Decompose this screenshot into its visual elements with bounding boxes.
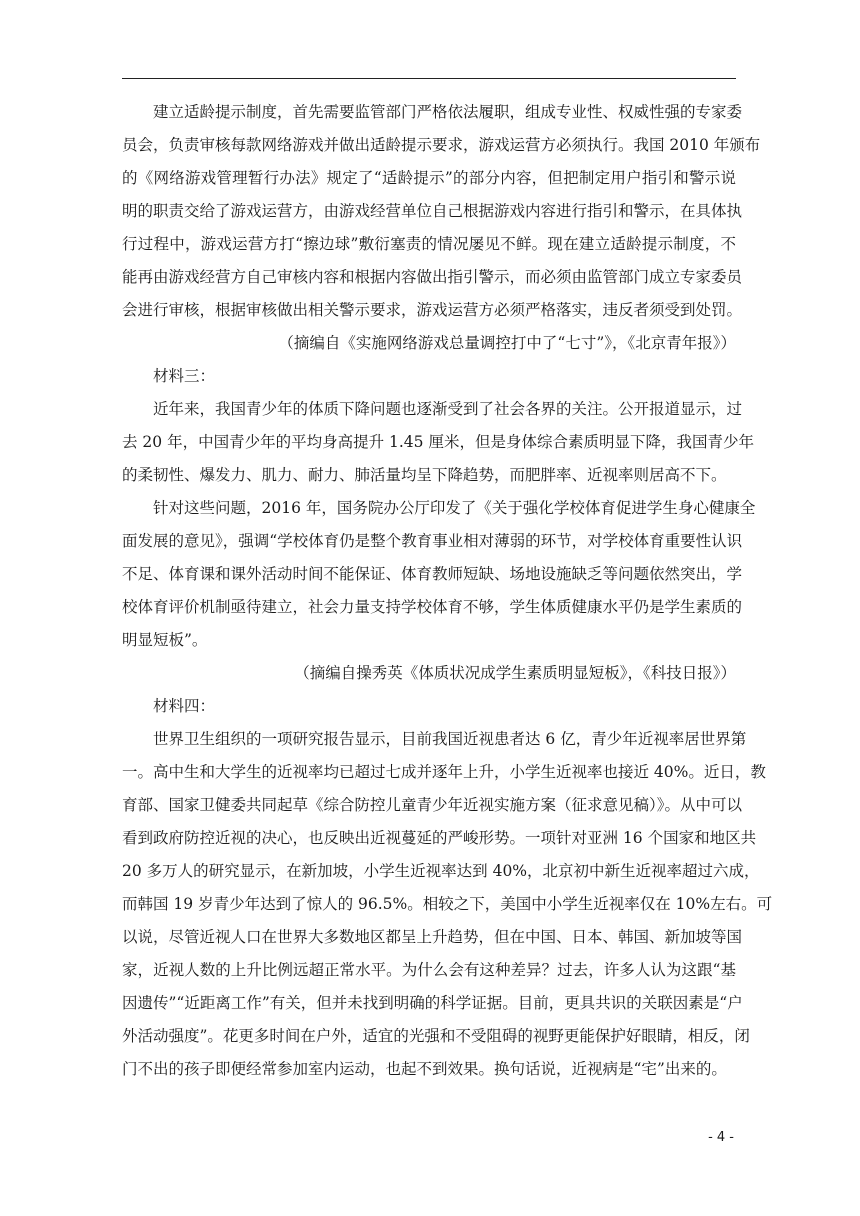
text-line: 因遗传”“近距离工作”有关，但并未找到明确的科学证据。目前，更具共识的关联因素是“户 xyxy=(122,994,743,1012)
text-line: 家，近视人数的上升比例远超正常水平。为什么会有这种差异？过去，许多人认为这跟“基 xyxy=(122,961,736,979)
text-line: 世界卫生组织的一项研究报告显示，目前我国近视患者达 6 亿，青少年近视率居世界第 xyxy=(153,730,747,748)
text-line: 员会，负责审核每款网络游戏并做出适龄提示要求，游戏运营方必须执行。我国 2010 年颁布 xyxy=(122,136,761,154)
section-heading: 材料三： xyxy=(153,367,216,385)
text-line: 能再由游戏经营方自己审核内容和根据内容做出指引警示，而必须由监管部门成立专家委员 xyxy=(122,268,743,286)
text-line: 近年来，我国青少年的体质下降问题也逐渐受到了社会各界的关注。公开报道显示，过 xyxy=(153,400,743,418)
text-line: 会进行审核，根据审核做出相关警示要求，游戏运营方必须严格落实，违反者须受到处罚。 xyxy=(122,301,743,319)
text-line: 校体育评价机制亟待建立，社会力量支持学校体育不够，学生体质健康水平仍是学生素质的 xyxy=(122,598,743,616)
document-body xyxy=(122,96,773,1086)
text-line: 去 20 年，中国青少年的平均身高提升 1.45 厘米，但是身体综合素质明显下降，我国青少年 xyxy=(122,433,754,451)
text-line: 外活动强度”。花更多时间在户外，适宜的光强和不受阻碍的视野更能保护好眼睛，相反，闭 xyxy=(122,1027,750,1045)
header-rule xyxy=(122,78,736,79)
source-citation: （摘编自《实施网络游戏总量调控打中了“七寸”》，《北京青年报》） xyxy=(278,334,736,352)
text-line: 以说，尽管近视人口在世界大多数地区都呈上升趋势，但在中国、日本、韩国、新加坡等国 xyxy=(122,928,743,946)
text-line: 明的职责交给了游戏运营方，由游戏经营单位自己根据游戏内容进行指引和警示，在具体执 xyxy=(122,202,743,220)
text-line: 面发展的意见》，强调“学校体育仍是整个教育事业相对薄弱的环节，对学校体育重要性认识 xyxy=(122,532,743,550)
text-line: 明显短板”。 xyxy=(122,631,208,649)
text-line: 育部、国家卫健委共同起草《综合防控儿童青少年近视实施方案（征求意见稿）》。从中可以 xyxy=(122,796,743,814)
text-line: 的《网络游戏管理暂行办法》规定了“适龄提示”的部分内容，但把制定用户指引和警示说 xyxy=(122,169,736,187)
text-line: 建立适龄提示制度，首先需要监管部门严格依法履职，组成专业性、权威性强的专家委 xyxy=(153,103,743,121)
text-line: 门不出的孩子即便经常参加室内运动，也起不到效果。换句话说，近视病是“宅”出来的。 xyxy=(122,1060,727,1078)
text-line: 不足、体育课和课外活动时间不能保证、体育教师短缺、场地设施缺乏等问题依然突出，学 xyxy=(122,565,743,583)
text-line: 看到政府防控近视的决心，也反映出近视蔓延的严峻形势。一项针对亚洲 16 个国家和地区共 xyxy=(122,829,757,847)
section-heading: 材料四： xyxy=(153,697,216,715)
text-line: 而韩国 19 岁青少年达到了惊人的 96.5%。相较之下，美国中小学生近视率仅在 10%左右。可 xyxy=(122,895,773,913)
source-citation: （摘编自操秀英《体质状况成学生素质明显短板》，《科技日报》） xyxy=(294,664,736,682)
text-line: 行过程中，游戏运营方打“擦边球”敷衍塞责的情况屡见不鲜。现在建立适龄提示制度，不 xyxy=(122,235,736,253)
text-line: 针对这些问题，2016 年，国务院办公厅印发了《关于强化学校体育促进学生身心健康全 xyxy=(153,499,756,517)
text-line: 一。高中生和大学生的近视率均已超过七成并逐年上升，小学生近视率也接近 40%。近日，教 xyxy=(122,763,766,781)
text-line: 的柔韧性、爆发力、肌力、耐力、肺活量均呈下降趋势，而肥胖率、近视率则居高不下。 xyxy=(122,466,727,484)
page-number: - 4 - xyxy=(708,1130,734,1145)
text-line: 20 多万人的研究显示，在新加坡，小学生近视率达到 40%，北京初中新生近视率超过六成， xyxy=(122,862,760,880)
